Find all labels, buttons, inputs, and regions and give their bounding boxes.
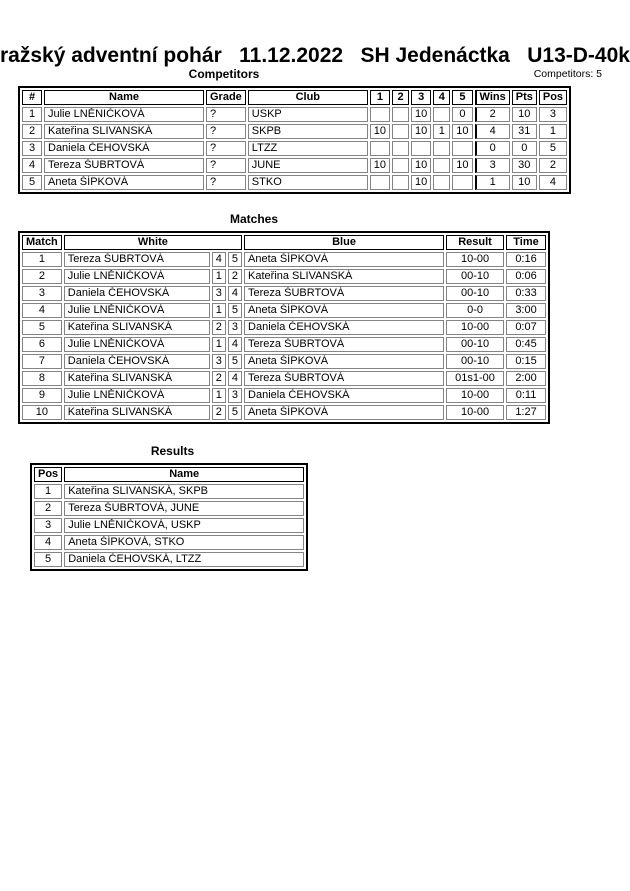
result-name: Daniela ČEHOVSKÁ, LTZZ: [64, 552, 304, 567]
results-table: [30, 463, 308, 571]
competitor-club: JUNE: [248, 158, 368, 173]
match-result: 10-00: [446, 320, 504, 335]
competitor-club: SKPB: [248, 124, 368, 139]
result-name: Kateřina SLIVANSKÁ, SKPB: [64, 484, 304, 499]
col-time: Time: [506, 235, 546, 250]
result-pos: 3: [34, 518, 62, 533]
col-pos: Pos: [539, 90, 567, 105]
competitor-club: USKP: [248, 107, 368, 122]
round-result: [452, 175, 472, 190]
white-seed: 4: [212, 252, 226, 267]
white-seed: 2: [212, 405, 226, 420]
competitor-grade: ?: [206, 158, 246, 173]
competitor-name: Julie LNĚNIČKOVÁ: [44, 107, 204, 122]
match-result: 0-0: [446, 303, 504, 318]
competitor-name: Tereza ŠUBRTOVÁ: [44, 158, 204, 173]
table-row: [22, 175, 567, 190]
competitors-table: [18, 86, 571, 194]
white-player: Julie LNĚNIČKOVÁ: [64, 303, 210, 318]
round-result: [392, 141, 409, 156]
blue-seed: 5: [228, 252, 242, 267]
competitor-number: 5: [22, 175, 42, 190]
match-time: 0:07: [506, 320, 546, 335]
match-number: 4: [22, 303, 62, 318]
blue-seed: 3: [228, 320, 242, 335]
round-result: [370, 141, 390, 156]
match-number: 6: [22, 337, 62, 352]
table-row: [22, 269, 546, 284]
competitor-pts: 10: [512, 175, 537, 190]
tournament-title: [0, 44, 630, 68]
table-row: [34, 518, 304, 533]
white-player: Julie LNĚNIČKOVÁ: [64, 269, 210, 284]
competitor-pos: 3: [539, 107, 567, 122]
round-result: 10: [411, 107, 431, 122]
result-pos: 2: [34, 501, 62, 516]
match-time: 0:11: [506, 388, 546, 403]
match-time: 0:06: [506, 269, 546, 284]
col-round-1: 1: [370, 90, 390, 105]
round-result: 0: [452, 107, 472, 122]
match-time: 3:00: [506, 303, 546, 318]
blue-player: Aneta ŠÍPKOVÁ: [244, 405, 444, 420]
blue-player: Daniela ČEHOVSKÁ: [244, 320, 444, 335]
match-number: 8: [22, 371, 62, 386]
match-result: 00-10: [446, 269, 504, 284]
match-number: 3: [22, 286, 62, 301]
competitors-heading: Competitors: [188, 67, 260, 81]
round-result: 10: [411, 124, 431, 139]
matches-table: [18, 231, 550, 424]
competitor-number: 2: [22, 124, 42, 139]
blue-player: Aneta ŠÍPKOVÁ: [244, 303, 444, 318]
blue-player: Aneta ŠÍPKOVÁ: [244, 354, 444, 369]
round-result: 10: [411, 175, 431, 190]
results-header-row: [34, 467, 304, 482]
table-row: [22, 320, 546, 335]
round-result: 10: [370, 124, 390, 139]
col-club: Club: [248, 90, 368, 105]
competitors-header-row: [22, 90, 567, 105]
competitor-pos: 5: [539, 141, 567, 156]
competitor-number: 3: [22, 141, 42, 156]
blue-player: Tereza ŠUBRTOVÁ: [244, 286, 444, 301]
round-result: [392, 158, 409, 173]
table-row: [22, 405, 546, 420]
competitor-wins: 2: [475, 107, 510, 122]
round-result: [392, 124, 409, 139]
table-row: [22, 303, 546, 318]
title-venue: SH Jedenáctka: [360, 44, 510, 67]
table-row: [22, 286, 546, 301]
table-row: [22, 124, 567, 139]
competitor-pts: 30: [512, 158, 537, 173]
col-round-4: 4: [433, 90, 450, 105]
competitor-wins: 1: [475, 175, 510, 190]
blue-seed: 4: [228, 286, 242, 301]
round-result: [452, 141, 472, 156]
white-seed: 2: [212, 371, 226, 386]
results-heading: Results: [150, 444, 195, 458]
white-seed: 1: [212, 388, 226, 403]
white-seed: 3: [212, 354, 226, 369]
col-pos: Pos: [34, 467, 62, 482]
round-result: [433, 107, 450, 122]
competitor-wins: 0: [475, 141, 510, 156]
col-round-3: 3: [411, 90, 431, 105]
table-row: [34, 484, 304, 499]
competitor-name: Kateřina SLIVANSKÁ: [44, 124, 204, 139]
title-event-name: ražský adventní pohár: [0, 44, 222, 67]
white-seed: 1: [212, 269, 226, 284]
match-result: 10-00: [446, 388, 504, 403]
result-pos: 5: [34, 552, 62, 567]
round-result: 10: [452, 158, 472, 173]
competitor-grade: ?: [206, 141, 246, 156]
table-row: [22, 158, 567, 173]
competitor-club: LTZZ: [248, 141, 368, 156]
competitor-name: Daniela ČEHOVSKÁ: [44, 141, 204, 156]
white-player: Kateřina SLIVANSKÁ: [64, 371, 210, 386]
competitor-club: STKO: [248, 175, 368, 190]
table-row: [34, 535, 304, 550]
col-name: Name: [64, 467, 304, 482]
round-result: [392, 175, 409, 190]
match-result: 00-10: [446, 286, 504, 301]
round-result: [433, 141, 450, 156]
table-row: [22, 354, 546, 369]
round-result: [411, 141, 431, 156]
match-result: 00-10: [446, 354, 504, 369]
match-result: 00-10: [446, 337, 504, 352]
blue-seed: 2: [228, 269, 242, 284]
match-number: 7: [22, 354, 62, 369]
blue-seed: 4: [228, 371, 242, 386]
match-number: 2: [22, 269, 62, 284]
match-result: 10-00: [446, 405, 504, 420]
blue-seed: 5: [228, 354, 242, 369]
white-seed: 1: [212, 303, 226, 318]
competitor-pos: 1: [539, 124, 567, 139]
blue-seed: 5: [228, 303, 242, 318]
match-time: 2:00: [506, 371, 546, 386]
match-result: 10-00: [446, 252, 504, 267]
blue-seed: 5: [228, 405, 242, 420]
col-match: Match: [22, 235, 62, 250]
competitors-count: Competitors: 5: [533, 68, 602, 80]
result-name: Julie LNĚNIČKOVÁ, USKP: [64, 518, 304, 533]
matches-header-row: [22, 235, 546, 250]
table-row: [22, 252, 546, 267]
match-number: 5: [22, 320, 62, 335]
competitor-number: 4: [22, 158, 42, 173]
match-time: 0:33: [506, 286, 546, 301]
col-round-5: 5: [452, 90, 472, 105]
competitor-grade: ?: [206, 124, 246, 139]
blue-player: Tereza ŠUBRTOVÁ: [244, 371, 444, 386]
match-time: 1:27: [506, 405, 546, 420]
blue-player: Tereza ŠUBRTOVÁ: [244, 337, 444, 352]
result-name: Aneta ŠÍPKOVÁ, STKO: [64, 535, 304, 550]
col-blue: Blue: [244, 235, 444, 250]
matches-heading: Matches: [229, 212, 279, 226]
white-player: Kateřina SLIVANSKÁ: [64, 405, 210, 420]
col-white: White: [64, 235, 242, 250]
col-grade: Grade: [206, 90, 246, 105]
table-row: [34, 501, 304, 516]
round-result: 10: [411, 158, 431, 173]
blue-seed: 4: [228, 337, 242, 352]
title-category: U13-D-40k: [527, 44, 630, 67]
match-time: 0:16: [506, 252, 546, 267]
result-pos: 1: [34, 484, 62, 499]
round-result: [433, 158, 450, 173]
result-name: Tereza ŠUBRTOVÁ, JUNE: [64, 501, 304, 516]
white-seed: 1: [212, 337, 226, 352]
col-pts: Pts: [512, 90, 537, 105]
white-player: Kateřina SLIVANSKÁ: [64, 320, 210, 335]
match-number: 1: [22, 252, 62, 267]
col-number: #: [22, 90, 42, 105]
blue-seed: 3: [228, 388, 242, 403]
round-result: [370, 175, 390, 190]
white-seed: 2: [212, 320, 226, 335]
competitor-wins: 4: [475, 124, 510, 139]
round-result: 10: [370, 158, 390, 173]
competitor-wins: 3: [475, 158, 510, 173]
table-row: [22, 371, 546, 386]
competitor-grade: ?: [206, 175, 246, 190]
table-row: [22, 388, 546, 403]
competitor-grade: ?: [206, 107, 246, 122]
col-wins: Wins: [475, 90, 510, 105]
competitor-pts: 0: [512, 141, 537, 156]
result-pos: 4: [34, 535, 62, 550]
competitor-number: 1: [22, 107, 42, 122]
white-player: Daniela ČEHOVSKÁ: [64, 354, 210, 369]
white-seed: 3: [212, 286, 226, 301]
competitor-pos: 4: [539, 175, 567, 190]
white-player: Julie LNĚNIČKOVÁ: [64, 388, 210, 403]
round-result: 1: [433, 124, 450, 139]
competitor-pts: 31: [512, 124, 537, 139]
title-date: 11.12.2022: [239, 44, 344, 67]
match-result: 01s1-00: [446, 371, 504, 386]
match-number: 10: [22, 405, 62, 420]
competitor-name: Aneta ŠÍPKOVÁ: [44, 175, 204, 190]
round-result: 10: [452, 124, 472, 139]
match-number: 9: [22, 388, 62, 403]
blue-player: Kateřina SLIVANSKÁ: [244, 269, 444, 284]
competitor-pos: 2: [539, 158, 567, 173]
table-row: [22, 337, 546, 352]
match-time: 0:15: [506, 354, 546, 369]
round-result: [392, 107, 409, 122]
table-row: [22, 141, 567, 156]
table-row: [22, 107, 567, 122]
white-player: Tereza ŠUBRTOVÁ: [64, 252, 210, 267]
blue-player: Aneta ŠÍPKOVÁ: [244, 252, 444, 267]
col-result: Result: [446, 235, 504, 250]
white-player: Daniela ČEHOVSKÁ: [64, 286, 210, 301]
competitor-pts: 10: [512, 107, 537, 122]
blue-player: Daniela ČEHOVSKÁ: [244, 388, 444, 403]
round-result: [433, 175, 450, 190]
white-player: Julie LNĚNIČKOVÁ: [64, 337, 210, 352]
match-time: 0:45: [506, 337, 546, 352]
table-row: [34, 552, 304, 567]
col-name: Name: [44, 90, 204, 105]
round-result: [370, 107, 390, 122]
col-round-2: 2: [392, 90, 409, 105]
